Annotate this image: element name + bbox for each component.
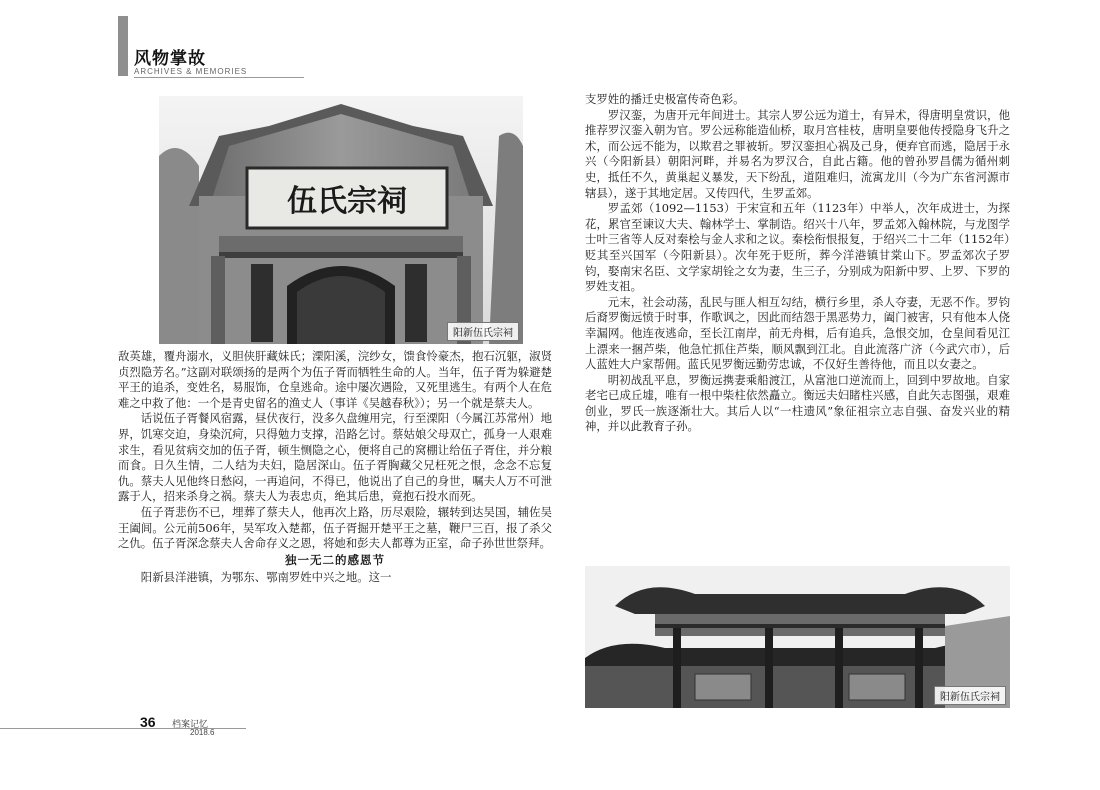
plaque-text: 伍氏宗祠 <box>287 184 407 219</box>
header-rule <box>134 77 304 78</box>
paragraph: 罗汉銮，为唐开元年间进士。其宗人罗公远为道士，有异术，得唐明皇赏识，他推荐罗汉銮入朝为官。罗公远称能造仙桥，取月宫桂枝，唐明皇要他传授隐身飞升之术，而公远不能为，以欺君之罪被斩。罗汉銮担心祸及己身，便弃官而逃，隐居于永兴（今阳新县）朝阳河畔，并易名为罗汉合，自此占籍。他的曾孙罗昌儒为循州刺史，抵任不久，黄巢起义暴发，天下纷乱，道阻难归，流寓龙川（今为广东省河源市辖县），遂于其地定居。又传四代，生罗孟郊。 <box>585 107 1010 200</box>
section-title: 风物掌故 <box>134 49 206 69</box>
ancestral-hall-illustration <box>159 96 523 344</box>
photo-ancestral-hall-roof <box>585 566 1010 708</box>
header-accent-bar <box>118 16 128 76</box>
paragraph: 阳新县洋港镇，为鄂东、鄂南罗姓中兴之地。这一 <box>140 570 392 585</box>
photo-caption-top: 阳新伍氏宗祠 <box>447 322 519 341</box>
magazine-name: 档案记忆 <box>172 720 209 730</box>
photo-caption-bottom: 阳新伍氏宗祠 <box>934 686 1006 705</box>
left-text-column <box>118 349 552 586</box>
paragraph: 话说伍子胥餐风宿露，昼伏夜行，没多久盘缠用完，行至溧阳（今属江苏常州）地界，饥寒交迫，身染沉疴，只得勉力支撑，沿路乞讨。蔡姑娘父母双亡，孤身一人艰难求生，看见贫病交加的伍子胥，顿生恻隐之心，便将自己的窝棚让给伍子胥住，并分粮而食。日久生情，二人结为夫妇，隐居深山。伍子胥胸藏父兄枉死之恨，念念不忘复仇。蔡夫人见他终日愁闷，一再追问，不得已，他说出了自己的身世，嘱夫人万不可泄露于人，招来杀身之祸。蔡夫人为表忠贞，绝其后患，竟抱石投水而死。 <box>118 411 552 504</box>
paragraph: 元末，社会动荡，乱民与匪人相互勾结，横行乡里，杀人夺妻，无恶不作。罗钧后裔罗衡远愤于时事，作歌讽之，因此而结怨于黑恶势力，阖门被害，只有他本人侥幸漏网。他连夜逃命，至长江南岸，前无舟楫，后有追兵，急恨交加，仓皇间看见江上漂来一捆芦柴，他急忙抓住芦柴，顺风飘到江北。自此流落广济（今武穴市），后人蓝姓大户家帮佣。蓝氏见罗衡远勤劳忠诚，不仅好生善待他，而且以女妻之。 <box>585 294 1010 372</box>
paragraph: 支罗姓的播迁史极富传奇色彩。 <box>585 92 745 106</box>
paragraph: 敌英雄，覆舟溺水，义胆侠肝藏妹氏；溧阳溪，浣纱女，馈食怜豪杰，抱石沉躯，淑贤贞烈隐芳名。”这副对联颂扬的是两个为伍子胥而牺牲生命的人。当年，伍子胥为躲避楚平王的追杀，变姓名，易服饰，仓皇逃命。途中屡次遇险，又死里逃生。有两个人在危难之中救了他：一个是青史留名的渔丈人（事详《吴越春秋》）；另一个就是蔡夫人。 <box>118 349 552 410</box>
photo-ancestral-hall-gate <box>159 96 523 344</box>
section-subtitle: ARCHIVES & MEMORIES <box>134 67 248 76</box>
paragraph: 罗孟郊（1092—1153）于宋宣和五年（1123年）中举人，次年成进士，为探花，累官至谏议大夫、翰林学士、掌制诰。绍兴十八年，罗孟郊入翰林院，与龙图学士叶三省等人反对秦桧与金人求和之议。秦桧衔恨报复，于绍兴二十二年（1152年）贬其至兴国军（今阳新县）。次年死于贬所，葬今洋港镇甘棠山下。罗孟郊次子罗钧，娶南宋名臣、文学家胡铨之女为妻，生三子，分别成为阳新中罗、上罗、下罗的罗姓支祖。 <box>585 201 1010 294</box>
paragraph: 伍子胥悲伤不已，埋葬了蔡夫人，他再次上路，历尽艰险，辗转到达吴国，辅佐吴王阖闾。公元前506年，吴军攻入楚都，伍子胥掘开楚平王之墓，鞭尸三百，报了杀父之仇。伍子胥深念蔡夫人舍命存义之恩，将她和彭夫人都尊为正室，命子孙世世祭拜。 <box>118 504 552 551</box>
issue-date: 2018.6 <box>190 728 215 737</box>
page-number: 36 <box>140 714 156 730</box>
right-text-column <box>585 92 1010 435</box>
section-subheading: 独一无二的感恩节 <box>285 552 385 567</box>
paragraph: 明初战乱平息，罗衡远携妻乘船渡江，从富池口逆流而上，回到中罗故地。自家老宅已成丘墟，唯有一根中柴柱依然矗立。衡远夫妇睹柱兴感，自此矢志图强，艰难创业，罗氏一族逐渐壮大。其后人以“一柱遗风”象征祖宗立志自强、奋发兴业的精神，并以此教育子孙。 <box>585 372 1010 434</box>
